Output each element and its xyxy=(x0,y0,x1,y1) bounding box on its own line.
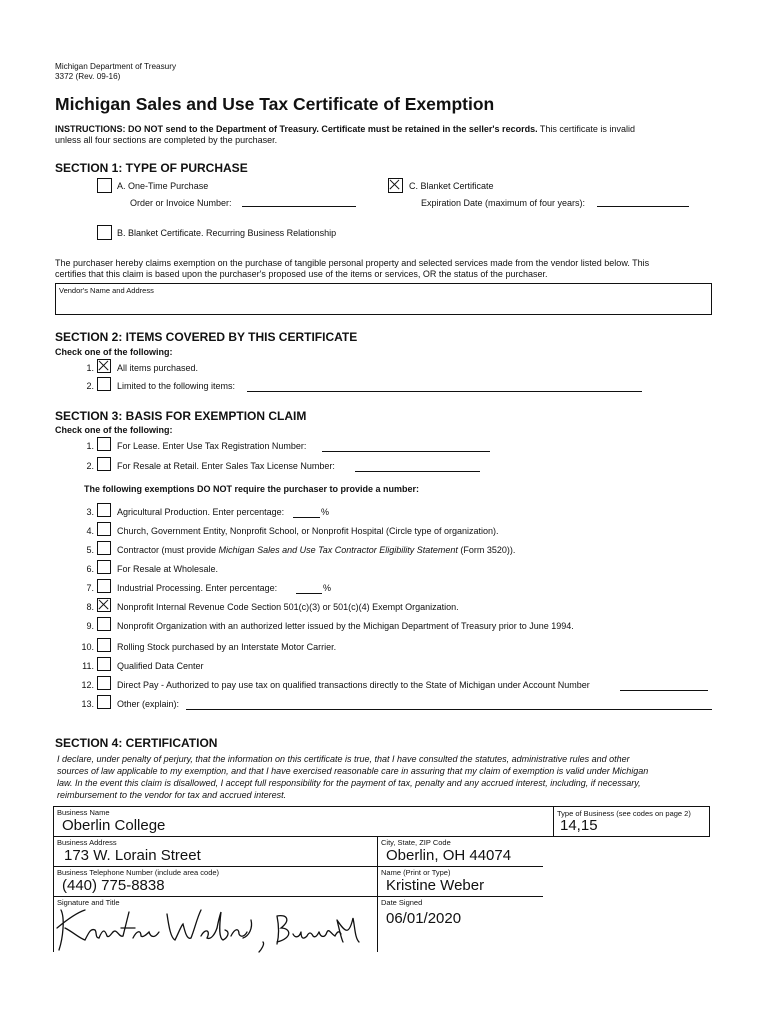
item-number: 6. xyxy=(86,564,94,574)
limited-items-field[interactable] xyxy=(247,391,642,392)
section2-check: Check one of the following: xyxy=(55,347,173,357)
vendor-label: Vendor's Name and Address xyxy=(59,286,154,295)
checkbox-blanket-certificate-c[interactable] xyxy=(388,178,403,193)
phone-value[interactable]: (440) 775-8838 xyxy=(62,877,165,894)
date-signed-label: Date Signed xyxy=(381,898,423,907)
percent-sign: % xyxy=(323,583,332,593)
other-label: Other (explain): xyxy=(117,699,180,709)
data-center-label: Qualified Data Center xyxy=(117,661,204,671)
form-number: 3372 (Rev. 09-16) xyxy=(55,72,121,81)
nonprofit-501c-label: Nonprofit Internal Revenue Code Section 501(c)(3) or 501(c)(4) Exempt Organization. xyxy=(117,602,459,612)
section2-heading: SECTION 2: ITEMS COVERED BY THIS CERTIFICATE xyxy=(55,330,358,344)
declaration-line-4: reimbursement to the vendor for tax and accrued interest. xyxy=(57,790,287,800)
department-name: Michigan Department of Treasury xyxy=(55,62,177,71)
direct-pay-label: Direct Pay - Authorized to pay use tax on qualified transactions directly to the State of Michigan under Account Number xyxy=(117,680,590,690)
industrial-processing-field[interactable] xyxy=(296,593,322,594)
phone-label: Business Telephone Number (include area code) xyxy=(57,868,220,877)
other-field[interactable] xyxy=(186,709,712,710)
business-name-value[interactable]: Oberlin College xyxy=(62,817,166,834)
lease-field[interactable] xyxy=(322,451,490,452)
blanket-certificate-label: C. Blanket Certificate xyxy=(409,181,494,191)
item-number: 10. xyxy=(81,642,94,652)
item-number: 3. xyxy=(86,507,94,517)
business-address-label: Business Address xyxy=(57,838,117,847)
agricultural-label: Agricultural Production. Enter percentage: xyxy=(117,507,285,517)
checkbox-nonprofit-501c[interactable] xyxy=(97,598,111,612)
item-number: 1. xyxy=(86,363,94,373)
checkbox-limited-items[interactable] xyxy=(97,377,111,391)
section4-heading: SECTION 4: CERTIFICATION xyxy=(55,736,218,750)
claim-paragraph-2: certifies that this claim is based upon the purchaser's proposed use of the items or services, OR the status of the purchaser. xyxy=(55,269,548,279)
checkbox-industrial-processing[interactable] xyxy=(97,579,111,593)
date-signed-value[interactable]: 06/01/2020 xyxy=(386,910,462,927)
declaration-line-1: I declare, under penalty of perjury, that the information on this certificate is true, that I have consulted the statutes, administrative rules and other xyxy=(57,754,630,764)
order-invoice-field[interactable] xyxy=(242,206,356,207)
signature-label: Signature and Title xyxy=(57,898,120,907)
church-government-label: Church, Government Entity, Nonprofit School, or Nonprofit Hospital (Circle type of organization). xyxy=(117,526,499,536)
section3-heading: SECTION 3: BASIS FOR EXEMPTION CLAIM xyxy=(55,409,307,423)
checkbox-resale-wholesale[interactable] xyxy=(97,560,111,574)
checkbox-other[interactable] xyxy=(97,695,111,709)
limited-items-label: Limited to the following items: xyxy=(117,381,236,391)
no-number-note: The following exemptions DO NOT require the purchaser to provide a number: xyxy=(84,484,420,494)
checkbox-rolling-stock[interactable] xyxy=(97,638,111,652)
vendor-name-address-box[interactable] xyxy=(55,283,712,315)
city-state-zip-value[interactable]: Oberlin, OH 44074 xyxy=(386,847,512,864)
blanket-recurring-label: B. Blanket Certificate. Recurring Business Relationship xyxy=(117,228,337,238)
item-number: 7. xyxy=(86,583,94,593)
declaration-line-2: sources of law applicable to my exemption, and that I have exercised reasonable care in assuring that my claim of exemption is valid under Michigan xyxy=(57,766,649,776)
item-number: 12. xyxy=(81,680,94,690)
print-name-value[interactable]: Kristine Weber xyxy=(386,877,485,894)
checkbox-one-time-purchase[interactable] xyxy=(97,178,112,193)
checkbox-resale-retail[interactable] xyxy=(97,457,111,471)
direct-pay-field[interactable] xyxy=(620,690,708,691)
section1-heading: SECTION 1: TYPE OF PURCHASE xyxy=(55,161,248,175)
checkbox-blanket-recurring[interactable] xyxy=(97,225,112,240)
item-number: 5. xyxy=(86,545,94,555)
item-number: 4. xyxy=(86,526,94,536)
checkbox-data-center[interactable] xyxy=(97,657,111,671)
nonprofit-letter-label: Nonprofit Organization with an authorized letter issued by the Michigan Department of Treasury prior to June 1994. xyxy=(117,621,574,631)
item-number: 2. xyxy=(86,461,94,471)
industrial-processing-label: Industrial Processing. Enter percentage: xyxy=(117,583,278,593)
item-number: 9. xyxy=(86,621,94,631)
section3-check: Check one of the following: xyxy=(55,425,173,435)
declaration-line-3: law. In the event this claim is disallowed, I accept full responsibility for the payment of tax, penalty and any accrued interest, including, if necessary, xyxy=(57,778,641,788)
one-time-purchase-label: A. One-Time Purchase xyxy=(117,181,209,191)
instructions-line2: unless all four sections are completed by the purchaser. xyxy=(55,135,278,145)
order-invoice-label: Order or Invoice Number: xyxy=(130,198,232,208)
expiration-date-field[interactable] xyxy=(597,206,689,207)
lease-label: For Lease. Enter Use Tax Registration Number: xyxy=(117,441,307,451)
type-of-business-value[interactable]: 14,15 xyxy=(560,817,598,834)
checkbox-church-government[interactable] xyxy=(97,522,111,536)
expiration-date-label: Expiration Date (maximum of four years): xyxy=(421,198,586,208)
agricultural-field[interactable] xyxy=(293,517,320,518)
all-items-label: All items purchased. xyxy=(117,363,199,373)
item-number: 2. xyxy=(86,381,94,391)
instructions: INSTRUCTIONS: DO NOT send to the Department of Treasury. Certificate must be retained in the seller's records. This certificate is invalid xyxy=(55,124,635,134)
checkbox-nonprofit-letter[interactable] xyxy=(97,617,111,631)
contractor-label: Contractor (must provide Michigan Sales and Use Tax Contractor Eligibility Statement (Form 3520)). xyxy=(117,545,516,555)
handwritten-signature xyxy=(55,898,365,956)
business-name-label: Business Name xyxy=(57,808,110,817)
checkbox-direct-pay[interactable] xyxy=(97,676,111,690)
item-number: 1. xyxy=(86,441,94,451)
checkbox-all-items[interactable] xyxy=(97,359,111,373)
percent-sign: % xyxy=(321,507,330,517)
item-number: 11. xyxy=(82,661,94,671)
resale-wholesale-label: For Resale at Wholesale. xyxy=(117,564,219,574)
rolling-stock-label: Rolling Stock purchased by an Interstate Motor Carrier. xyxy=(117,642,337,652)
form-title: Michigan Sales and Use Tax Certificate of Exemption xyxy=(55,94,495,114)
item-number: 8. xyxy=(86,602,94,612)
checkbox-contractor[interactable] xyxy=(97,541,111,555)
city-state-zip-label: City, State, ZIP Code xyxy=(381,838,451,847)
resale-retail-field[interactable] xyxy=(355,471,480,472)
checkbox-agricultural[interactable] xyxy=(97,503,111,517)
type-of-business-label: Type of Business (see codes on page 2) xyxy=(557,809,691,818)
resale-retail-label: For Resale at Retail. Enter Sales Tax License Number: xyxy=(117,461,335,471)
item-number: 13. xyxy=(81,699,94,709)
print-name-label: Name (Print or Type) xyxy=(381,868,451,877)
claim-paragraph-1: The purchaser hereby claims exemption on the purchase of tangible personal property and selected services made from the vendor listed below. This xyxy=(55,258,650,268)
checkbox-lease[interactable] xyxy=(97,437,111,451)
business-address-value[interactable]: 173 W. Lorain Street xyxy=(64,847,201,864)
